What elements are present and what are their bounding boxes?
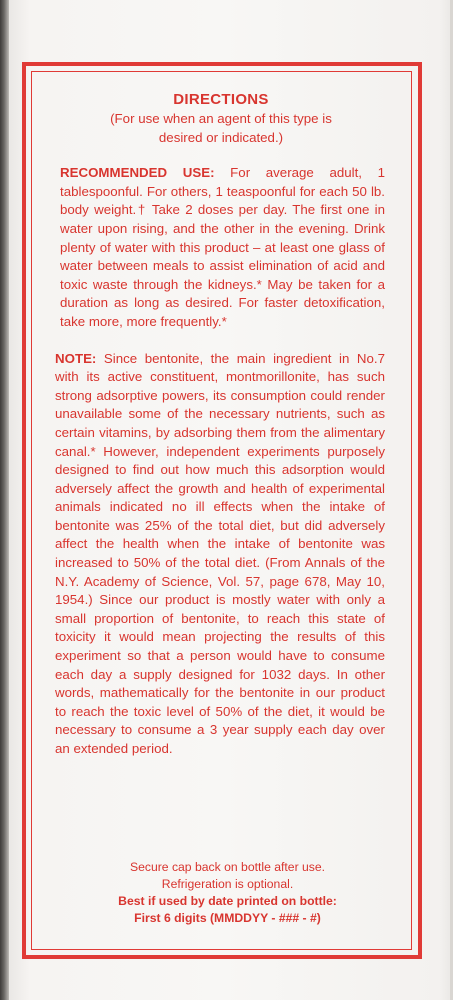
refrigeration-text: Refrigeration is optional. (161, 877, 294, 891)
directions-subtitle: (For use when an agent of this type is desired or indicated.) (110, 111, 332, 145)
recommended-use-paragraph (55, 164, 387, 331)
note-label: NOTE: (55, 350, 97, 366)
directions-content (55, 90, 387, 759)
date-format-text: First 6 digits (MMDDYY - ### - #) (134, 911, 321, 925)
box-left-edge (0, 0, 9, 1000)
secure-cap-text: Secure cap back on bottle after use. (129, 860, 326, 874)
recommended-use-label: RECOMMENDED USE: (60, 165, 215, 181)
directions-title: DIRECTIONS (173, 91, 269, 108)
recommended-use-text: For average adult, 1 tablespoonful. For others, 1 teaspoonful for each 50 lb. body weight.† Take 2 doses per day. The first one in water upon rising, and the other in the evening. Drink plenty of water with this product – at least one glass of water between meals to assist elimination of acid and toxic waste through the kidneys.* May be taken for a duration as long as desired. For faster detoxification, take more, more frequently.* (60, 165, 385, 329)
note-text: Since bentonite, the main ingredient in No.7 with its active constituent, montmorillonite, has such strong adsorptive powers, its consumption could render unavailable some of the necessary nutrients, such as certain vitamins, by adsorbing them from the alimentary canal.* However, independent experiments purposely designed to find out how much this adsorption would adversely affect the growth and health of experimental animals indicated no ill effects when the intake of bentonite was 25% of the total diet, but did adversely affect the health when the intake of bentonite was increased to 50% of the total diet. (From Annals of the N.Y. Academy of Science, Vol. 57, page 678, May 10, 1954.) Since our product is mostly water with only a small proportion of bentonite, to reach this state of toxicity it would mean projecting the results of this experiment so that a person would have to consume each day a supply designed for 1032 days. In other words, mathematically for the bentonite in our product to reach the toxic level of 50% of the diet, it would be necessary to consume a 3 year supply each day over an extended period. (55, 350, 385, 756)
note-paragraph (55, 350, 387, 759)
storage-footer (55, 859, 400, 927)
best-by-text: Best if used by date printed on bottle: (118, 894, 337, 908)
